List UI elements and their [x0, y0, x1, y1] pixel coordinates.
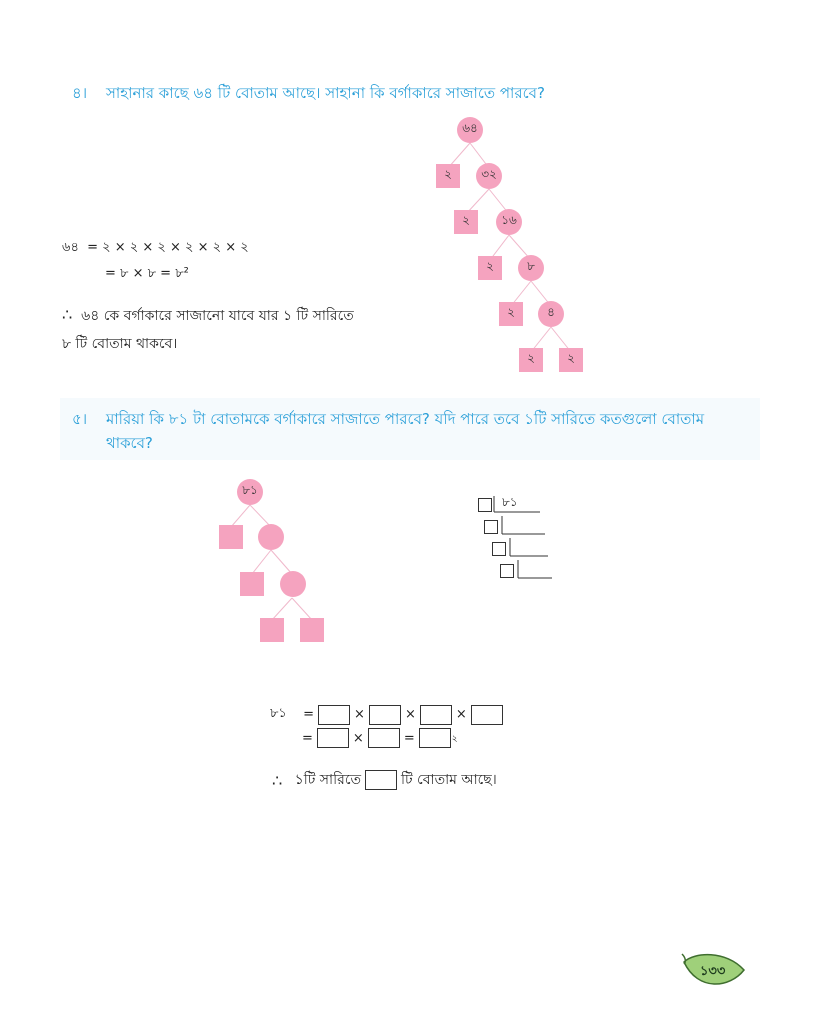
eq64-lhs: ৬৪ — [62, 240, 79, 255]
tree81-l1-right-box[interactable] — [258, 524, 284, 550]
eq81-box-5[interactable] — [317, 728, 349, 748]
division-divisor-box-4[interactable] — [500, 564, 514, 578]
eq64-rhs: = ২ × ২ × ২ × ২ × ২ × ২ — [87, 240, 249, 255]
division-number: ৮১ — [502, 495, 518, 509]
eq81-line1 — [270, 704, 503, 725]
page-number: ১৩৩ — [700, 964, 726, 979]
times-sign: × — [455, 707, 467, 722]
eq81-box-4[interactable] — [471, 705, 503, 725]
tree81-l1-left-box[interactable] — [219, 525, 243, 549]
answer-box[interactable] — [365, 770, 397, 790]
eq81-equals-3: = — [403, 730, 415, 746]
question-4-number: ৪। — [72, 84, 88, 102]
conclusion-64-line2: ৮ টি বোতাম থাকবে। — [62, 336, 178, 352]
tree64-l4-left: ২ — [499, 302, 523, 326]
tree64-l5-left: ২ — [519, 348, 543, 372]
tree64-l2-left: ২ — [454, 210, 478, 234]
conclusion-64-line1 — [62, 304, 354, 328]
tree64-l1-right: ৩২ — [476, 163, 502, 189]
answer-prefix: ১টি সারিতে — [294, 772, 361, 788]
times-sign: × — [352, 730, 364, 746]
eq81-box-6[interactable] — [368, 728, 400, 748]
tree64-l3-left: ২ — [478, 256, 502, 280]
eq64-line1 — [62, 238, 249, 259]
answer-81-line — [272, 768, 497, 792]
question-4-text: সাহানার কাছে ৬৪ টি বোতাম আছে। সাহানা কি বর্গাকারে সাজাতে পারবে? — [106, 84, 545, 102]
eq81-lhs: ৮১ — [270, 706, 287, 721]
eq81-box-7[interactable] — [419, 728, 451, 748]
tree64-root: ৬৪ — [457, 117, 483, 143]
conclusion-64-text1: ৬৪ কে বর্গাকারে সাজানো যাবে যার ১ টি সারিতে — [81, 308, 354, 324]
therefore-symbol: ∴ — [62, 305, 73, 324]
eq64-line2: = ৮ × ৮ = ৮² — [105, 266, 189, 281]
eq81-box-2[interactable] — [369, 705, 401, 725]
eq81-line2 — [302, 728, 458, 748]
answer-suffix: টি বোতাম আছে। — [400, 772, 497, 788]
times-sign: × — [354, 707, 365, 722]
eq81-equals-2: = — [302, 730, 313, 746]
eq81-box-1[interactable] — [318, 705, 350, 725]
tree64-l4-right: ৪ — [538, 301, 564, 327]
tree81-root: ৮১ — [237, 479, 263, 505]
division-divisor-box-2[interactable] — [484, 520, 498, 534]
tree81-l2-left-box[interactable] — [240, 572, 264, 596]
times-sign: × — [404, 707, 416, 722]
eq81-equals: = — [303, 707, 315, 722]
question-5-text-line2: থাকবে? — [106, 434, 153, 452]
question-5 — [72, 408, 704, 433]
therefore-symbol-2: ∴ — [272, 770, 283, 790]
question-5-number: ৫। — [72, 410, 88, 428]
question-5-text-line1: মারিয়া কি ৮১ টা বোতামকে বর্গাকারে সাজাতে পারবে? যদি পারে তবে ১টি সারিতে কতগুলো বোতাম — [106, 410, 705, 428]
eq81-box-3[interactable] — [420, 705, 452, 725]
tree81-l2-right-box[interactable] — [280, 571, 306, 597]
tree81-l3-right-box[interactable] — [300, 618, 324, 642]
tree81-l3-left-box[interactable] — [260, 618, 284, 642]
tree64-l1-left: ২ — [436, 164, 460, 188]
tree64-l5-right: ২ — [559, 348, 583, 372]
tree64-l3-right: ৮ — [518, 255, 544, 281]
tree64-l2-right: ১৬ — [496, 209, 522, 235]
square-superscript: ২ — [451, 733, 458, 744]
division-divisor-box-1[interactable] — [478, 498, 492, 512]
division-divisor-box-3[interactable] — [492, 542, 506, 556]
